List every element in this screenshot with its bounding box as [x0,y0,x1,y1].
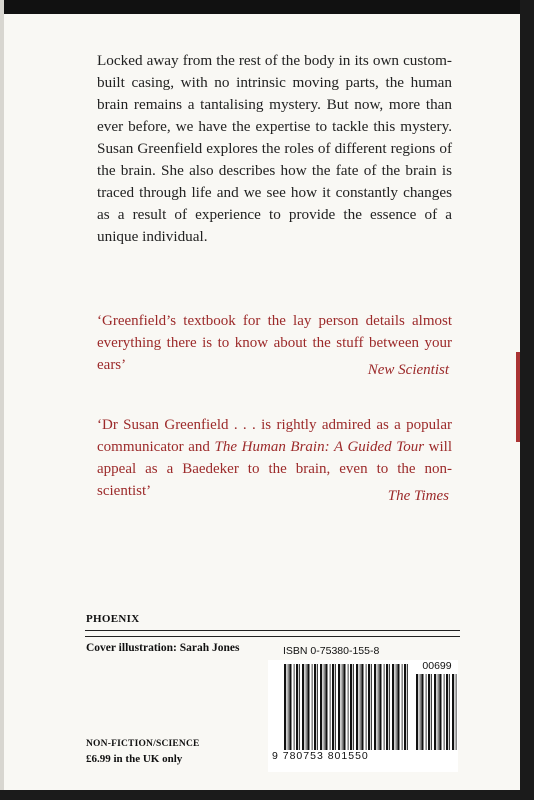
barcode-bar [452,674,454,750]
barcode-bar [302,664,304,750]
blurb-paragraph: Locked away from the rest of the body in its own custom-built casing, with no intrinsic moving parts, the human brain remains a tantalising mystery. But now, more than ever before, we have the expertise to tackle this mystery. Susan Greenfield explores the roles of different regions of the brain. She also describes how the fate of the brain is traced through life and we see how it constantly changes as a result of experience to provide the essence of a unique individual. [97,52,452,245]
publisher-name: PHOENIX [86,613,140,625]
barcode-bar [374,664,376,750]
barcode-bar [434,674,436,750]
barcode-bar [356,664,358,750]
barcode-bar [317,664,318,750]
barcode-bar [397,664,399,750]
scan-edge-right [520,0,534,800]
isbn-text: ISBN 0-75380-155-8 [283,645,380,657]
barcode-bar [392,664,394,750]
quote-2-text-before: ‘Dr Susan Greenfield . . . is rightly admired as a popular communicator and [97,417,452,455]
barcode-bar [396,664,397,750]
barcode-bar [368,664,370,750]
book-price: £6.99 in the UK only [86,753,183,765]
barcode-bar [456,674,457,750]
barcode-bar [353,664,354,750]
divider-rule-bottom [85,636,460,637]
spine-red-mark [516,352,520,442]
barcode-bar [350,664,352,750]
barcode-bar [299,664,300,750]
quote-2-text-after: will appeal as a Baedeker to the brain, even to the non-scientist’ [97,439,452,499]
barcode-bar [402,664,403,750]
cover-illustration-credit: Cover illustration: Sarah Jones [86,642,240,654]
barcode-bar [294,664,295,750]
barcode-bar [407,664,408,750]
barcode-bar [307,664,309,750]
barcode-bar [361,664,363,750]
barcode-bar [449,674,450,750]
barcode-bar [426,674,427,750]
book-category: NON-FICTION/SCIENCE [86,739,200,749]
barcode-bar [366,664,367,750]
barcode-bar [446,674,448,750]
barcode-bar [330,664,331,750]
barcode-bar [404,664,406,750]
barcode-bar [348,664,349,750]
barcode-bar [324,664,325,750]
barcode-bar [342,664,343,750]
review-quote-1: ‘Greenfield’s textbook for the lay person details almost everything there is to know about the stuff between your ears’ [97,313,452,373]
barcode-bar [371,664,372,750]
quote-2-book-title: The Human Brain: A Guided Tour [214,439,425,455]
barcode-bar [296,664,298,750]
barcode-bar [431,674,432,750]
barcode-bar [438,674,439,750]
barcode-bars-main [284,664,410,750]
barcode-price-code: 00699 [422,660,452,672]
barcode-bars-addon [416,674,458,750]
quote-source-2: The Times [387,488,449,504]
barcode-bar [288,664,289,750]
barcode-bar [389,664,390,750]
barcode-bar [444,674,445,750]
barcode-bar [306,664,307,750]
barcode-bar [421,674,423,750]
barcode-bar [428,674,430,750]
barcode-bar [384,664,385,750]
barcode-bar [332,664,334,750]
barcode-bar [335,664,336,750]
barcode-bar [312,664,313,750]
barcode-bar [439,674,441,750]
barcode-bar [289,664,291,750]
quote-source-1: New Scientist [367,362,449,378]
barcode-bar [420,674,421,750]
barcode-bar [379,664,381,750]
barcode-bar [325,664,327,750]
barcode-bar [320,664,322,750]
barcode [268,660,458,772]
barcode-bar [378,664,379,750]
barcode-bar [284,664,286,750]
barcode-bar [386,664,388,750]
scan-edge-left [0,0,4,800]
scan-edge-top [0,0,534,14]
barcode-number: 9 780753 801550 [272,750,369,762]
scan-edge-bottom [0,790,534,800]
barcode-bar [360,664,361,750]
divider-rule-top [85,630,460,631]
barcode-bar [338,664,340,750]
barcode-bar [314,664,316,750]
barcode-bar [343,664,345,750]
barcode-bar [416,674,418,750]
